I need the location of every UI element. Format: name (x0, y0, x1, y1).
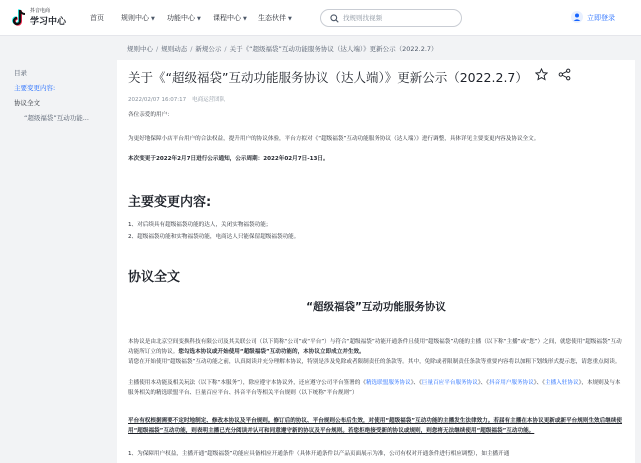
chevron-down-icon: ▼ (288, 16, 292, 22)
star-icon[interactable] (535, 68, 548, 81)
chevron-down-icon: ▼ (197, 16, 201, 22)
greeting: 各位亲爱的用户： (128, 112, 173, 118)
nav-home[interactable]: 首页 (90, 14, 104, 22)
agreement-title: “超级福袋”互动功能服务协议 (306, 301, 446, 313)
breadcrumb (127, 44, 438, 53)
nav-features-label: 功能中心 (167, 14, 195, 22)
douyin-logo-icon (12, 9, 26, 27)
agreement-paragraph-3 (128, 378, 624, 398)
logo[interactable] (12, 5, 74, 31)
login-button[interactable]: 立即登录 (587, 14, 615, 22)
publish-date: 2022/02/07 16:07:17 (128, 97, 187, 103)
nav-rules-center[interactable] (121, 0, 155, 36)
rule-link-douyin-user[interactable]: 抖音用户服务协议 (489, 380, 534, 386)
share-icon[interactable] (558, 68, 571, 81)
toc-item-full-text[interactable]: 协议全文 (14, 99, 40, 107)
nav-eco-partners[interactable] (258, 0, 292, 36)
brand-small-text: 抖音电商 (30, 8, 51, 14)
nav-course-center[interactable] (213, 0, 247, 36)
breadcrumb-separator: / (156, 45, 159, 53)
intro-paragraph: 为更好地保障小店平台用户的合法权益，提升用户的协议体验，平台方拟对《“超级福袋”互动功能服务协议（达人端）》进行调整，具体详见主要变更内容及协议全文。 (128, 136, 540, 142)
author: 电商运营团队 (192, 97, 226, 103)
rule-link-union[interactable]: 精选联盟服务协议 (365, 380, 411, 386)
notice-period: 本次变更于2022年2月7日进行公示通知，公示周期：2022年02月7日-13日。 (128, 156, 329, 162)
toc-subitem-agreement[interactable]: “超级福袋”互动功能... (24, 114, 89, 122)
page-title: 关于《“超级福袋”互动功能服务协议（达人端）》更新公示（2022.2.7） (128, 70, 528, 85)
brand-title: 学习中心 (30, 17, 67, 27)
rule-link-baiying[interactable]: 巨量百应平台服务协议 (421, 380, 478, 386)
section-heading-main-changes: 主要变更内容: (128, 195, 212, 210)
table-of-contents (14, 68, 102, 122)
chevron-down-icon: ▼ (243, 16, 247, 22)
breadcrumb-separator: / (190, 45, 193, 53)
para3-text-b: 》，本规则及与本服务相关的精选联盟平台、巨量百应平台、抖音平台等相关平台规则（以下统称“平台规则”） (128, 380, 621, 396)
user-avatar-icon[interactable] (571, 11, 583, 23)
search-input[interactable] (343, 12, 455, 24)
para3-sep: 》、《 (477, 380, 490, 386)
agreement-paragraph-5: 1、为保障用户权益，主播开通“超级福袋”功能应具备相应开通条件（具体开通条件以产品页面展示为准，公司有权对开通条件进行相应调整），如主播开通 (128, 451, 510, 457)
change-item-1: 1、对后续具有超级福袋功能的达人，关闭实物福袋功能； (128, 222, 272, 228)
toc-title: 目录 (14, 69, 27, 77)
breadcrumb-rules-center[interactable]: 规则中心 (127, 45, 153, 53)
agreement-paragraph-4: 平台有权根据需要不定时地制定、修改本协议及平台规则。修订后的协议、平台规则公布后生效，对使用“超级福袋”互动功能的主播发生法律效力。若届有主播在本协议更新或新平台规则生效后继续使用“超级福袋”互动功能，则表明主播已充分阅读并认可和同意遵守新的协议及平台规则。若您拒绝接受新的协议或规则，则您将无法继续使用“超级福袋”互动功能。 (128, 418, 623, 434)
para3-sep: 》、《 (533, 380, 545, 386)
agreement-para1-text: 本协议是由北京空间变换科技有限公司及其关联公司（以下简称“公司”或“平台”）与符合“超级福袋”功能开通条件且使用“超级福袋”功能的主播（以下称“主播”或“您”）之间，就您使用“超级福袋”互动功能所订立的协议。 (128, 339, 622, 355)
search-box[interactable] (320, 9, 462, 27)
rule-link-anchor[interactable]: 主播入驻协议 (544, 380, 579, 386)
article-meta (128, 95, 225, 103)
para3-sep: 》、《 (410, 380, 422, 386)
agreement-paragraph-2: 请您在开始使用“超级福袋”互动功能之前，认真阅读并充分理解本协议，特别是涉及免除或者限制责任的条款等。其中，免除或者限制责任条款等重要内容将以加粗下划线形式提示您，请您重点阅读。 (128, 359, 621, 365)
change-item-2: 2、超级福袋功能和实物福袋功能，电商达人只能保留超级福袋功能。 (128, 234, 300, 240)
chevron-down-icon: ▼ (151, 16, 155, 22)
nav-rules-label: 规则中心 (121, 14, 149, 22)
nav-eco-label: 生态伙伴 (258, 14, 286, 22)
article-panel (117, 60, 635, 463)
breadcrumb-current: 关于《“超级福袋”互动功能服务协议（达人端）》更新公示（2022.2.7） (229, 45, 438, 53)
toc-item-main-changes[interactable]: 主要变更内容: (14, 84, 56, 92)
para3-text-a: 主播使用本功能及相关玩法（以下称“本服务”），除应遵守本协议外，还应遵守公司平台签署的《 (128, 380, 366, 386)
nav-courses-label: 课程中心 (213, 14, 241, 22)
top-navigation-bar (0, 0, 641, 36)
agreement-paragraph-1 (128, 337, 624, 357)
breadcrumb-separator: / (224, 45, 227, 53)
breadcrumb-rule-updates[interactable]: 规则动态 (161, 45, 188, 53)
nav-feature-center[interactable] (167, 0, 201, 36)
section-heading-full-text: 协议全文 (128, 270, 181, 285)
breadcrumb-new-rules[interactable]: 新规公示 (195, 45, 222, 53)
agreement-para1-bold: 您勾选本协议或开始使用“超级福袋”互动功能的，本协议立即成立并生效。 (178, 349, 365, 355)
search-icon (330, 14, 339, 23)
